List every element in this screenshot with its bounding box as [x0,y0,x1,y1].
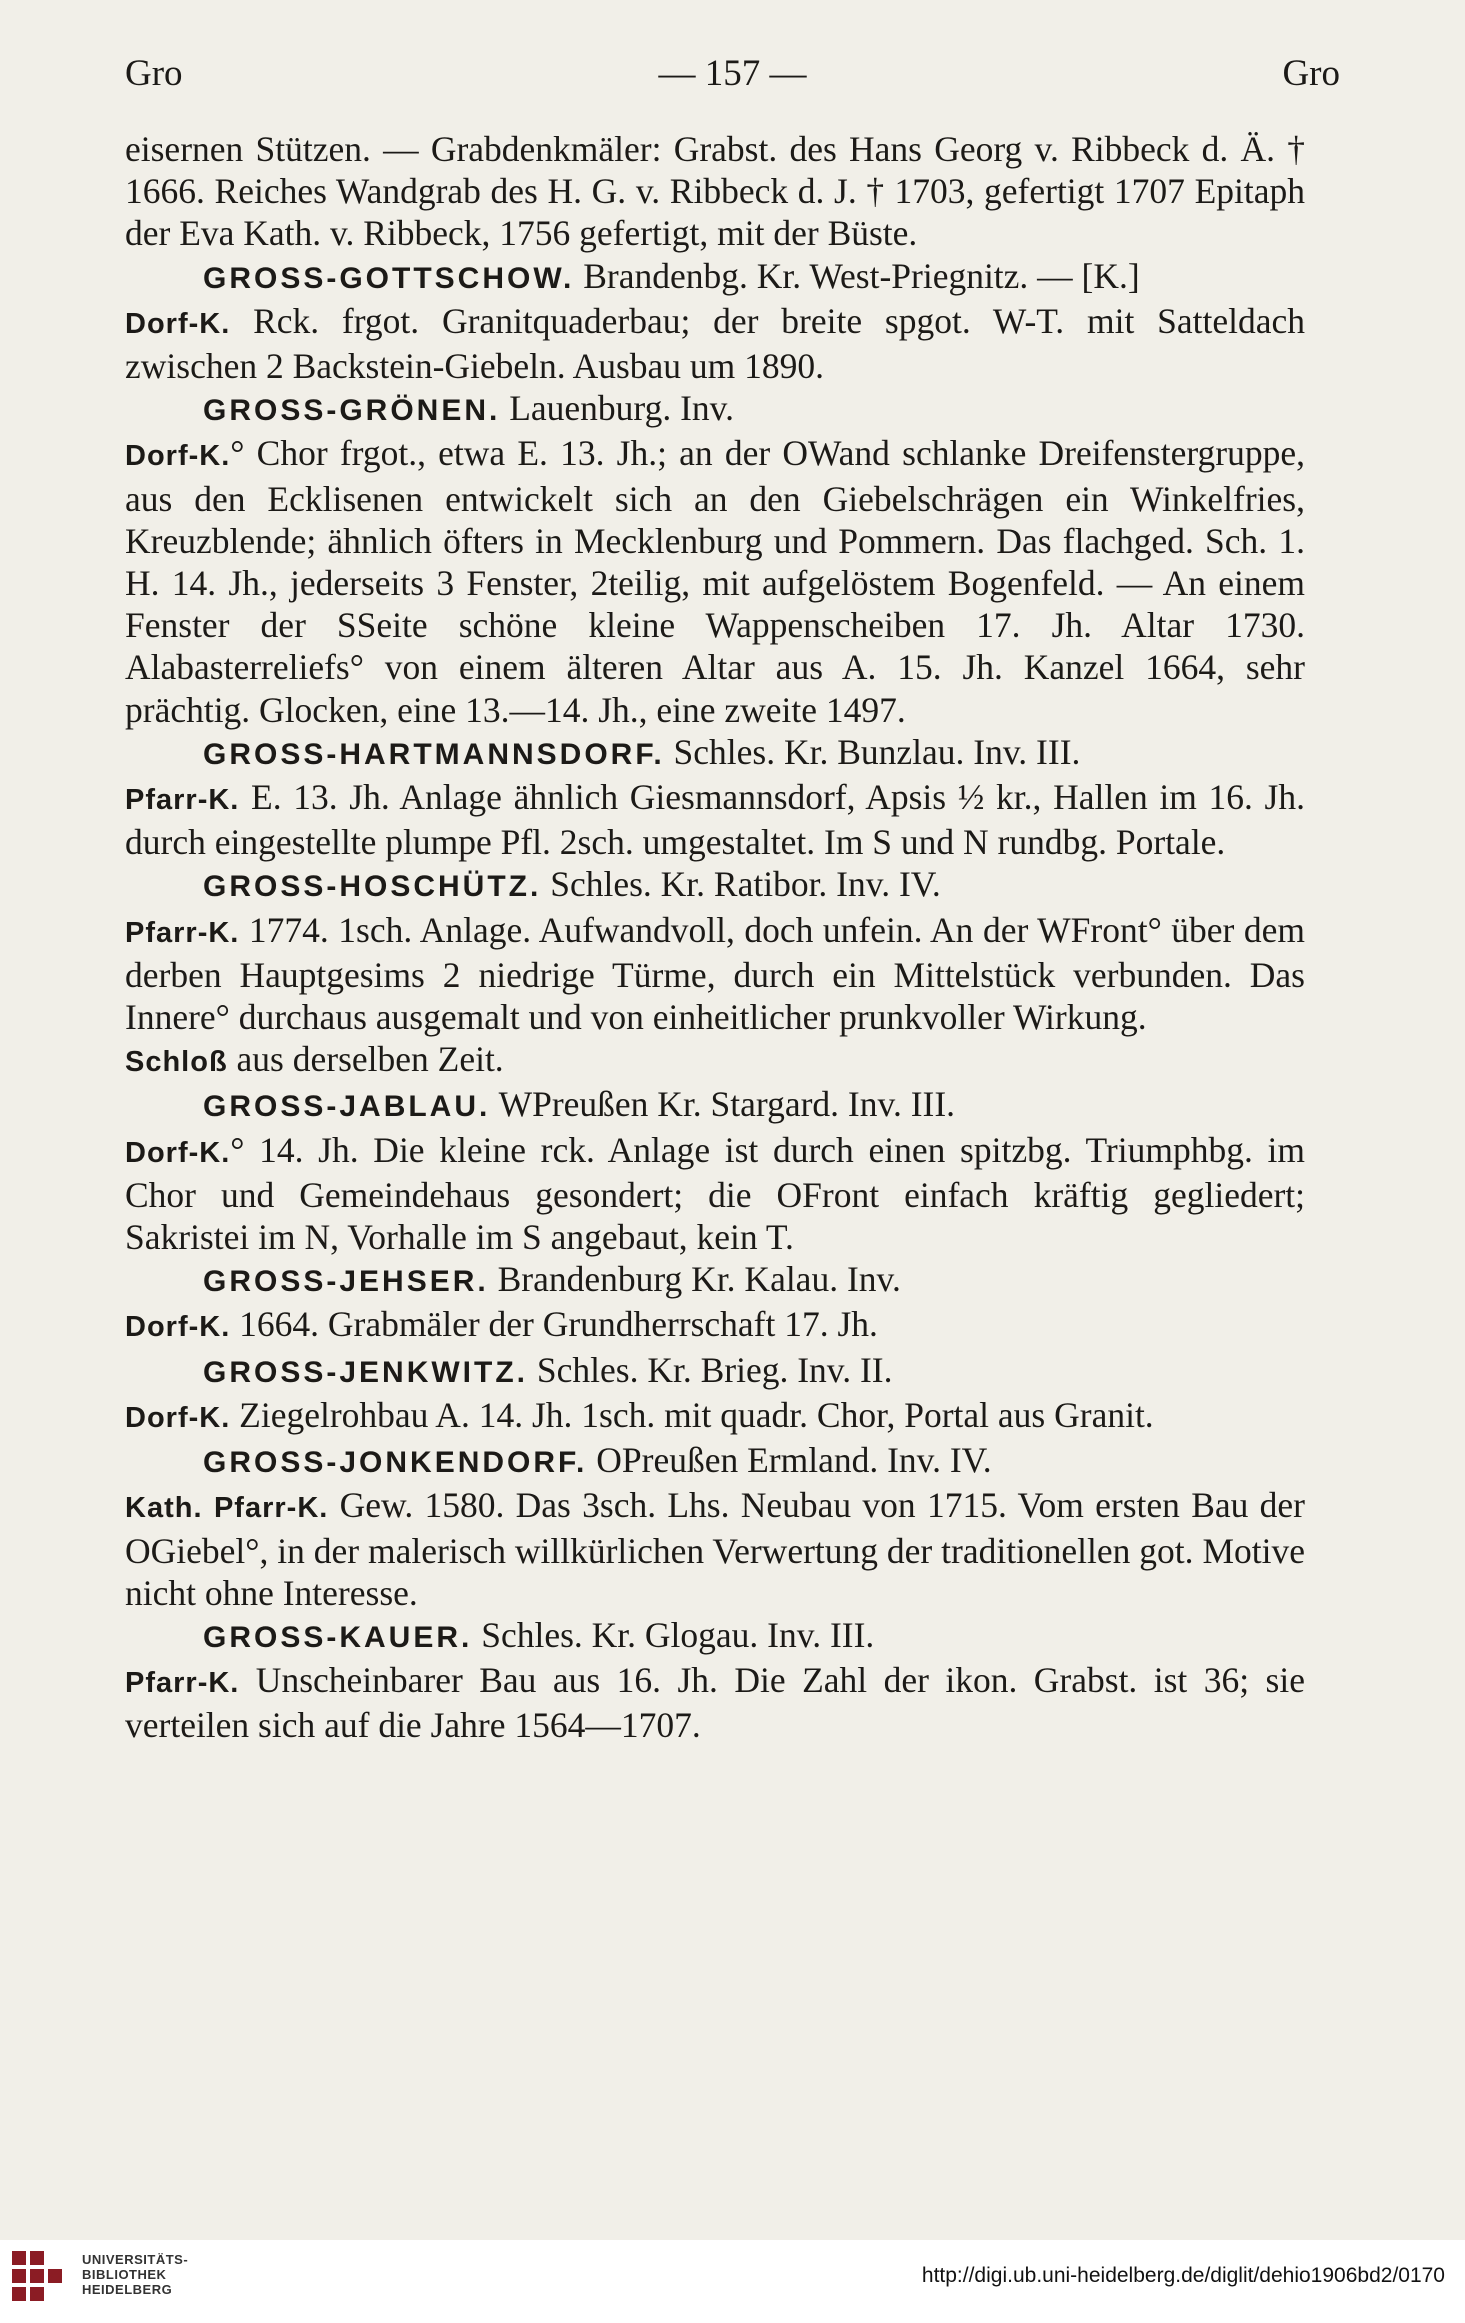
entry-gross-groenen [125,387,1305,731]
entry-location: Schles. Kr. Ratibor. Inv. IV. [541,864,941,905]
entry-text: Unscheinbarer Bau aus 16. Jh. Die Zahl der ikon. Grabst. ist 36; sie verteilen sich auf die Jahre 1564—1707. [125,1660,1305,1746]
entry-lead: Kath. Pfarr-K. [125,1492,329,1525]
entry-heading: GROSS-KAUER. [203,1620,473,1654]
entry-location: Schles. Kr. Bunzlau. Inv. III. [664,731,1081,772]
intro-paragraph: eisernen Stützen. — Grabdenkmäler: Grabst. des Hans Georg v. Ribbeck d. Ä. † 1666. Reiches Wandgrab des H. G. v. Ribbeck d. J. † 1703, gefertigt 1707 Epitaph der Eva Kath. v. Ribbeck, 1756 gefertigt, mit der Büste. [125,129,1305,254]
permalink-url[interactable]: http://digi.ub.uni-heidelberg.de/diglit/dehio1906bd2/0170 [921,2264,1445,2287]
entry-text: 1774. 1sch. Anlage. Aufwandvoll, doch unfein. An der WFront° über dem derben Hauptgesims 2 niedrige Türme, durch ein Mittelstück verbunden. Das Innere° durchaus ausgemalt und von einheitlicher prunkvoller Wirkung. [125,909,1305,1038]
entry-text: ° Chor frgot., etwa E. 13. Jh.; an der OWand schlanke Dreifenstergruppe, aus den Ecklisenen entwickelt sich an den Giebelschrägen ein Winkelfries, Kreuzblende; ähnlich öfters in Mecklenburg und Pommern. Das flachged. Sch. 1. H. 14. Jh., jederseits 3 Fenster, 2teilig, mit aufgelöstem Bogenfeld. — An einem Fenster der SSeite schöne kleine Wappenscheiben 17. Jh. Altar 1730. Alabasterreliefs° von einem älteren Altar aus A. 15. Jh. Kanzel 1664, sehr prächtig. Glocken, eine 13.—14. Jh., eine zweite 1497. [125,433,1305,730]
entry-lead: Dorf-K. [125,1136,231,1169]
entry-heading: GROSS-HOSCHÜTZ. [203,870,542,904]
entry-text: ° 14. Jh. Die kleine rck. Anlage ist durch einen spitzbg. Triumphbg. im Chor und Gemeindehaus gesondert; die OFront einfach kräftig gegliedert; Sakristei im N, Vorhalle im S angebaut, kein T. [125,1129,1305,1258]
entry-text: E. 13. Jh. Anlage ähnlich Giesmannsdorf, Apsis ½ kr., Hallen im 16. Jh. durch eingestellte plumpe Pfl. 2sch. umgestaltet. Im S und N rundbg. Portale. [125,777,1305,863]
entry-location: WPreußen Kr. Stargard. Inv. III. [490,1084,956,1125]
entry-location: Lauenburg. Inv. [500,388,735,429]
library-name [82,2252,188,2297]
entry-heading: GROSS-HARTMANNSDORF. [203,737,665,771]
entry-text-secondary: aus derselben Zeit. [227,1039,504,1080]
entry-lead: Pfarr-K. [125,916,240,949]
entry-text: Gew. 1580. Das 3sch. Lhs. Neubau von 1715. Vom ersten Bau der OGiebel°, in der malerisch willkürlichen Verwertung der traditionellen got. Motive nicht ohne Interesse. [125,1485,1305,1613]
entry-gross-jablau [125,1083,1305,1258]
entry-location: Schles. Kr. Glogau. Inv. III. [472,1614,875,1655]
entry-location: Schles. Kr. Brieg. Inv. II. [528,1349,893,1390]
page-body [125,128,1305,1747]
university-library-logo-icon [8,2245,76,2317]
entry-text: Ziegelrohbau A. 14. Jh. 1sch. mit quadr. Chor, Portal aus Granit. [230,1394,1154,1435]
entry-lead: Pfarr-K. [125,1667,240,1700]
entry-lead: Dorf-K. [125,1311,231,1344]
entry-location: Brandenburg Kr. Kalau. Inv. [488,1259,901,1300]
entry-heading: GROSS-GOTTSCHOW. [203,261,575,295]
entry-lead-secondary: Schloß [125,1046,228,1079]
entry-heading: GROSS-JENKWITZ. [203,1355,529,1389]
entry-lead: Dorf-K. [125,1401,231,1434]
entry-text: Rck. frgot. Granitquaderbau; der breite spgot. W-T. mit Satteldach zwischen 2 Backstein-Giebeln. Ausbau um 1890. [125,300,1305,387]
entry-location: OPreußen Ermland. Inv. IV. [587,1440,992,1481]
library-name-line: BIBLIOTHEK [82,2267,167,2282]
entry-heading: GROSS-GRÖNEN. [203,394,501,428]
entry-gross-kauer [125,1614,1305,1747]
entry-text: 1664. Grabmäler der Grundherrschaft 17. Jh. [230,1304,878,1345]
library-name-line: HEIDELBERG [82,2282,173,2297]
entry-heading: GROSS-JABLAU. [203,1090,491,1124]
entry-heading: GROSS-JONKENDORF. [203,1446,588,1480]
header-left: Gro [125,53,183,94]
entry-gross-hartmannsdorf [125,731,1305,864]
entry-lead: Dorf-K. [125,307,231,340]
entry-heading: GROSS-JEHSER. [203,1265,489,1299]
entry-lead: Pfarr-K. [125,784,240,817]
entry-gross-gottschow [125,255,1305,388]
entry-gross-hoschuetz [125,863,1305,1083]
entry-gross-jehser [125,1258,1305,1348]
library-name-line: UNIVERSITÄTS- [82,2252,189,2267]
entry-gross-jonkendorf [125,1439,1305,1614]
header-right: Gro [1282,53,1340,94]
page-number: — 157 — [658,53,807,94]
running-header [125,52,1340,102]
entry-gross-jenkwitz [125,1349,1305,1439]
entry-location: Brandenbg. Kr. West-Priegnitz. — [K.] [574,255,1140,296]
entry-lead: Dorf-K. [125,440,231,473]
